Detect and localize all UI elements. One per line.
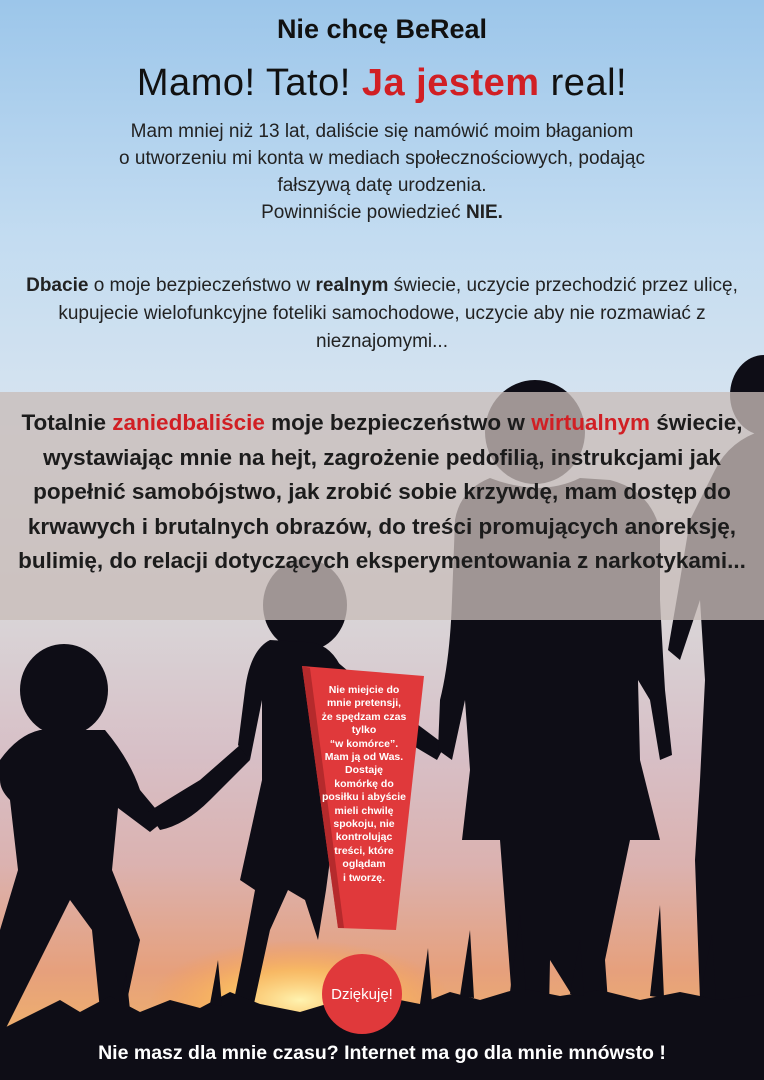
intro-no-emphasis: NIE. (465, 202, 503, 223)
band-red-text: wirtualnym (531, 410, 650, 435)
band-text: świecie, wystawiając mnie na hejt, zagrożenie pedofilią, instrukcjami jak popełnić samobójstwo, jak zrobić sobie krzywdę, mam dostęp do krwawych i brutalnych obrazów, do treści promujących anoreksję, bulimię, do relacji dotyczących eksperymentowania z narkotykami... (18, 410, 746, 573)
exclamation-line: treści, które (334, 844, 394, 857)
intro-line: fałszywą datę urodzenia. (277, 175, 487, 196)
intro-line: o utworzeniu mi konta w mediach społecznościowych, podając (119, 148, 645, 169)
exclamation-line: mnie pretensji, (326, 697, 402, 710)
exclamation-line: i tworzę. (342, 871, 385, 884)
exclamation-line: kontrolując (335, 831, 393, 844)
band-red-text: zaniedbaliście (112, 410, 265, 435)
intro-line: Mam mniej niż 13 lat, daliście się namówić moim błaganiom (130, 121, 634, 142)
headline-start: Mamo! Tato! (136, 62, 362, 104)
exclamation-message (310, 684, 418, 885)
bold-dbacie: Dbacie (26, 275, 89, 296)
thanks-label: Dziękuję! (331, 985, 393, 1003)
intro-line-text: Powinniście powiedzieć (261, 202, 466, 223)
exclamation-line: oglądam (342, 858, 386, 871)
exclamation-line: mieli chwilę (334, 804, 394, 817)
exclamation-line: tylko (351, 724, 377, 737)
subtitle: Nie chcę BeReal (276, 14, 488, 44)
exclamation-line: spokoju, nie (333, 818, 395, 831)
headline-end: real! (539, 62, 628, 104)
exclamation-line: że spędzam czas (321, 710, 407, 723)
exclamation-line: Mam ją od Was. (324, 751, 404, 764)
headline-highlight: Ja jestem (361, 62, 540, 104)
paragraph-text: o moje bezpieczeństwo w (88, 275, 316, 296)
exclamation-line: Dostaję (345, 764, 383, 777)
paragraph-text: świecie, uczycie przechodzić przez ulicę, kupujecie wielofunkcyjne foteliki samochodowe, uczycie aby nie rozmawiać z nieznajomymi... (58, 275, 738, 352)
band-text: moje bezpieczeństwo w (264, 410, 532, 435)
bold-realnym: realnym (315, 275, 389, 296)
footer-text: Nie masz dla mnie czasu? Internet ma go dla mnie mnówsto ! (98, 1042, 666, 1064)
band-text: Totalnie (21, 410, 113, 435)
exclamation-line: komórkę do (334, 777, 394, 790)
exclamation-line: “w komórce”. (329, 737, 399, 750)
exclamation-line: Nie miejcie do (328, 684, 400, 696)
exclamation-line: posiłku i abyście (321, 791, 407, 804)
